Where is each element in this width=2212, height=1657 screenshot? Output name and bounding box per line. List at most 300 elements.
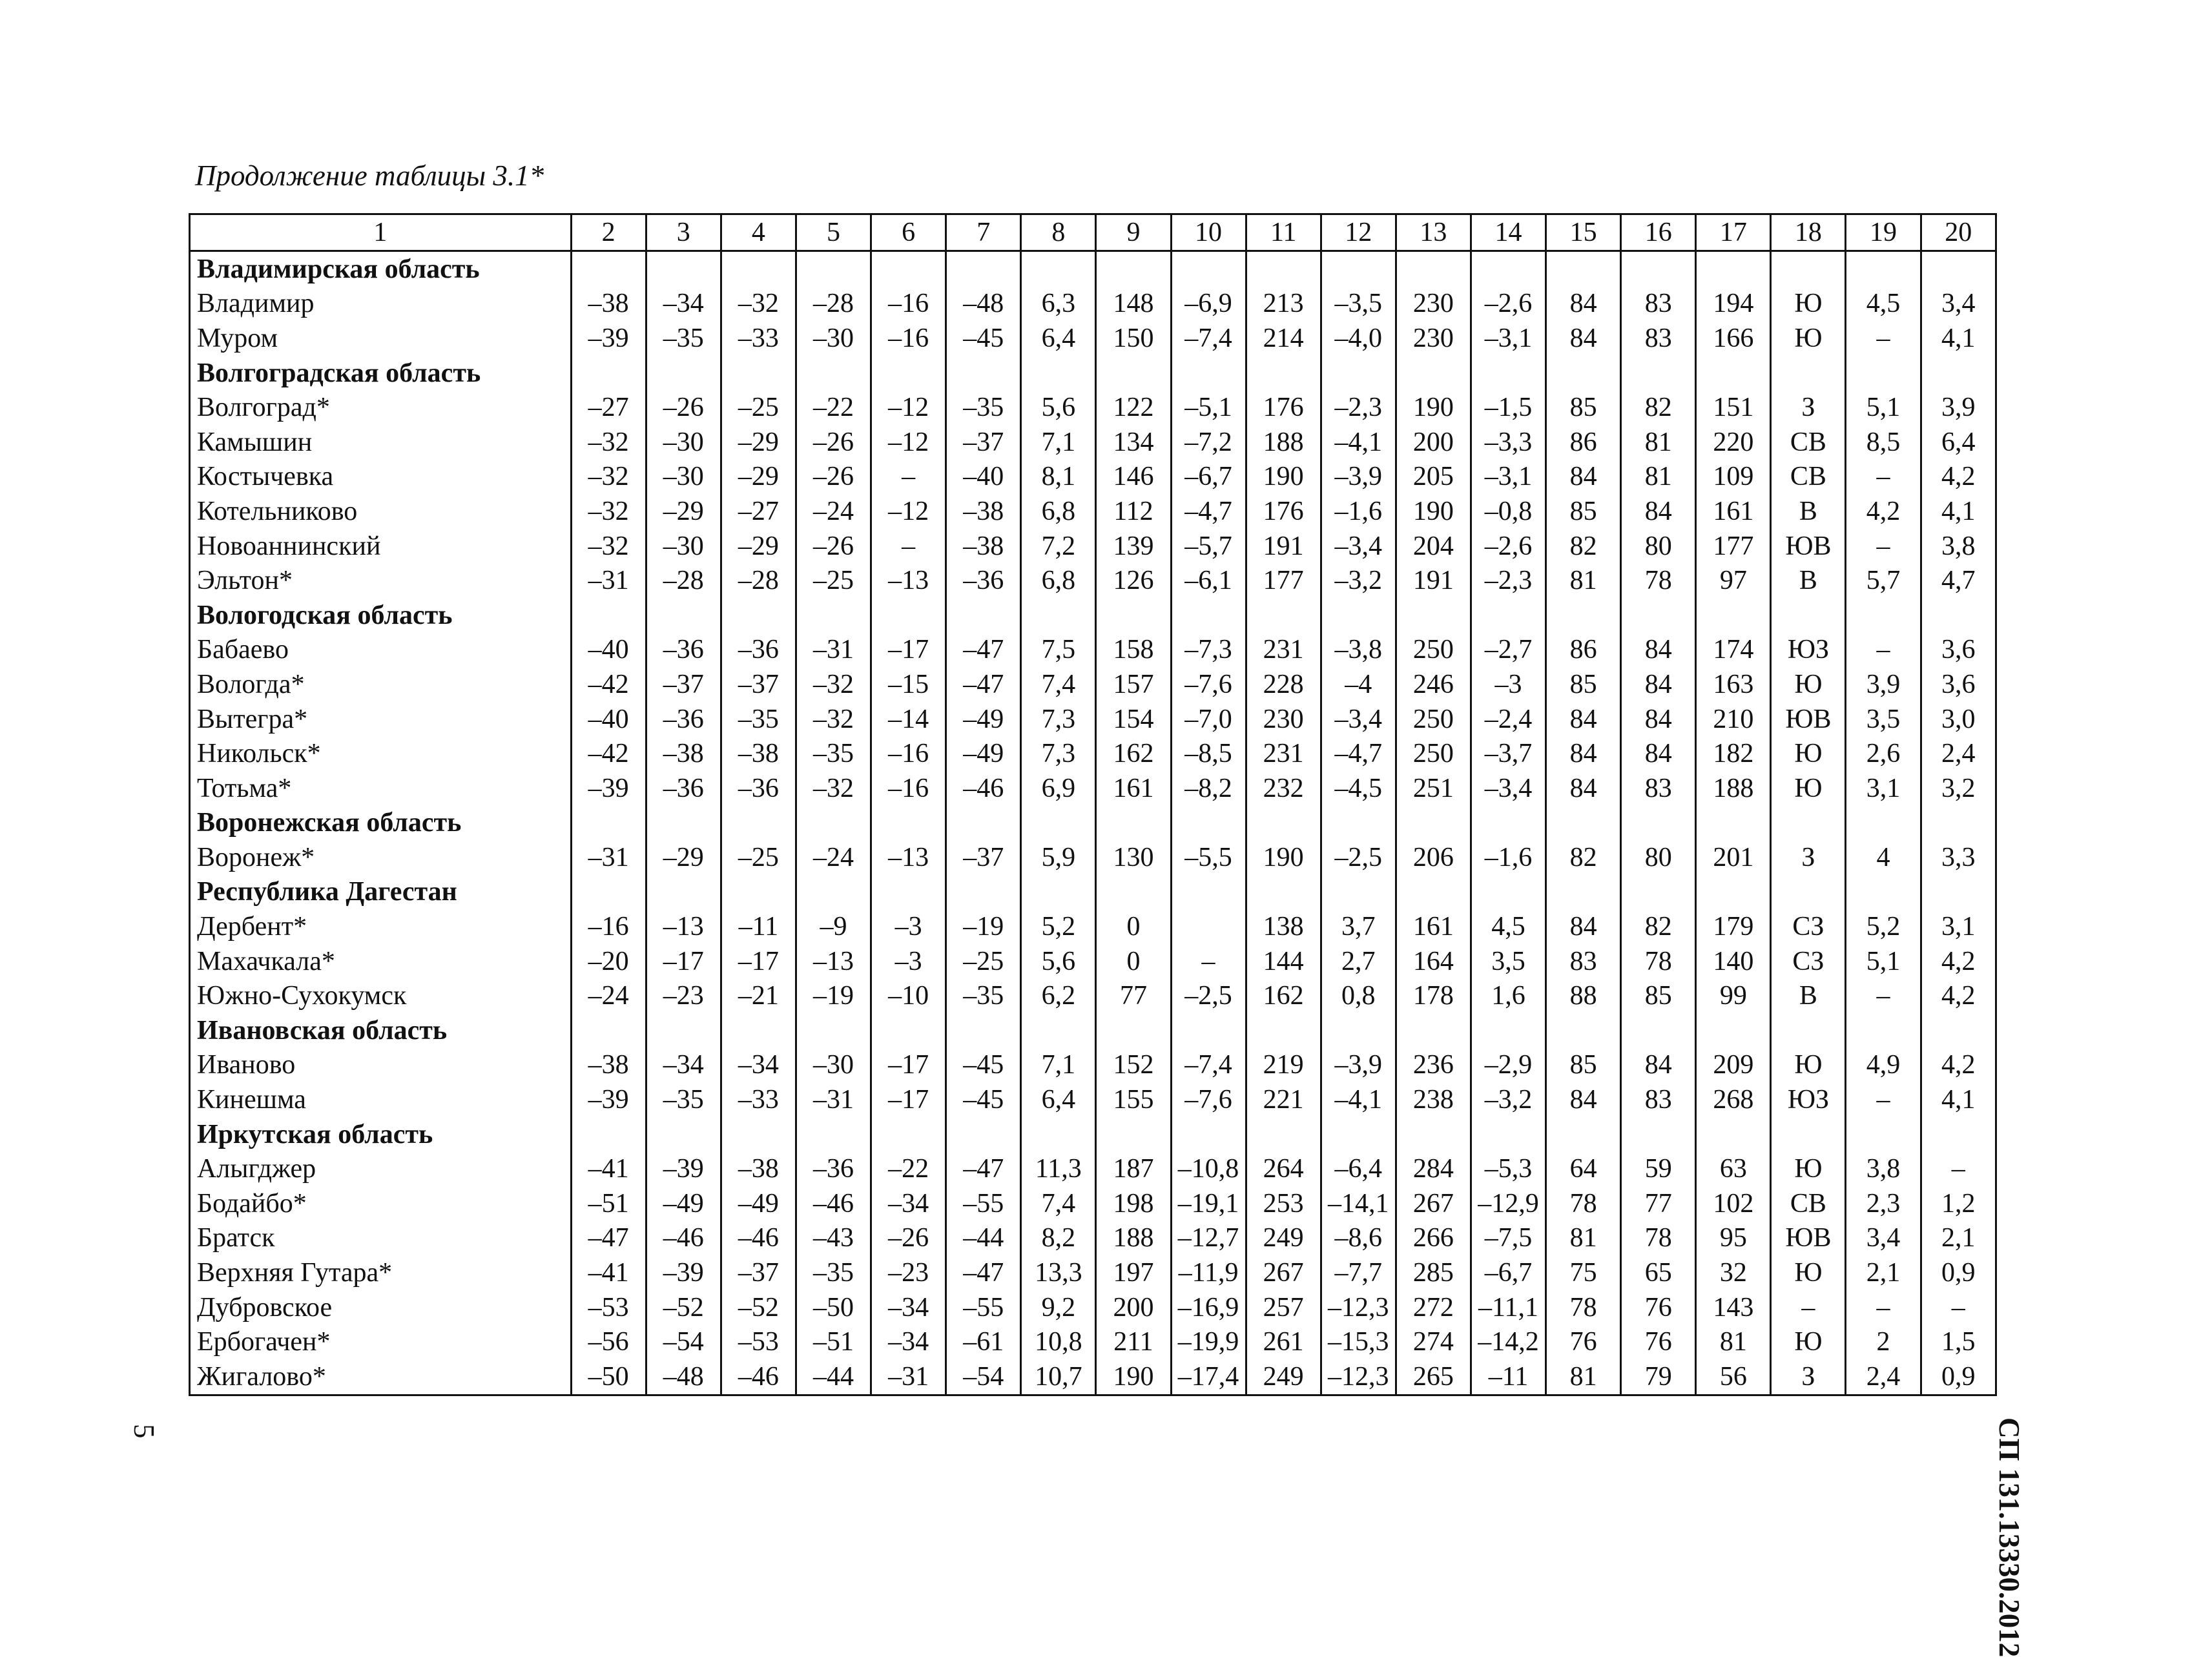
value-cell-col-7: –54 bbox=[946, 1359, 1021, 1395]
value-cell-col-6: –34 bbox=[871, 1290, 946, 1325]
value-cell-col-12: –3,8 bbox=[1321, 633, 1396, 668]
value-cell-col-15: 85 bbox=[1546, 390, 1621, 425]
value-cell-col-18: СЗ bbox=[1771, 944, 1846, 979]
value-cell-col-5: –31 bbox=[796, 1082, 871, 1117]
value-cell-col-16: 80 bbox=[1621, 529, 1696, 564]
empty-cell bbox=[1396, 251, 1471, 287]
empty-cell bbox=[1696, 1117, 1771, 1152]
value-cell-col-10: –8,5 bbox=[1171, 736, 1246, 771]
region-row bbox=[190, 1117, 1996, 1152]
value-cell-col-19: 3,8 bbox=[1846, 1151, 1921, 1186]
value-cell-col-14: –6,7 bbox=[1471, 1255, 1545, 1290]
value-cell-col-6: –3 bbox=[871, 944, 946, 979]
empty-cell bbox=[1696, 1013, 1771, 1048]
empty-cell bbox=[1246, 598, 1321, 633]
value-cell-col-16: 81 bbox=[1621, 425, 1696, 460]
empty-cell bbox=[1171, 1117, 1246, 1152]
value-cell-col-16: 84 bbox=[1621, 494, 1696, 529]
empty-cell bbox=[1171, 1013, 1246, 1048]
value-cell-col-10: –5,1 bbox=[1171, 390, 1246, 425]
value-cell-col-11: 176 bbox=[1246, 390, 1321, 425]
empty-cell bbox=[1171, 251, 1246, 287]
empty-cell bbox=[646, 598, 721, 633]
empty-cell bbox=[1546, 1013, 1621, 1048]
station-name: Бабаево bbox=[190, 633, 572, 668]
value-cell-col-4: –36 bbox=[721, 633, 796, 668]
value-cell-col-15: 78 bbox=[1546, 1290, 1621, 1325]
value-cell-col-12: –3,4 bbox=[1321, 529, 1396, 564]
value-cell-col-20: 3,0 bbox=[1921, 702, 1996, 737]
value-cell-col-12: –15,3 bbox=[1321, 1324, 1396, 1359]
value-cell-col-6: –31 bbox=[871, 1359, 946, 1395]
empty-cell bbox=[571, 1013, 646, 1048]
value-cell-col-2: –53 bbox=[571, 1290, 646, 1325]
empty-cell bbox=[1546, 1117, 1621, 1152]
value-cell-col-13: 164 bbox=[1396, 944, 1471, 979]
value-cell-col-10: –12,7 bbox=[1171, 1221, 1246, 1256]
value-cell-col-12: 2,7 bbox=[1321, 944, 1396, 979]
value-cell-col-8: 7,4 bbox=[1021, 667, 1096, 702]
value-cell-col-3: –38 bbox=[646, 736, 721, 771]
column-number-19: 19 bbox=[1846, 214, 1921, 251]
value-cell-col-15: 84 bbox=[1546, 909, 1621, 944]
value-cell-col-19: – bbox=[1846, 529, 1921, 564]
value-cell-col-16: 84 bbox=[1621, 667, 1696, 702]
column-number-6: 6 bbox=[871, 214, 946, 251]
value-cell-col-20: 3,6 bbox=[1921, 667, 1996, 702]
value-cell-col-4: –27 bbox=[721, 494, 796, 529]
value-cell-col-14: 3,5 bbox=[1471, 944, 1545, 979]
value-cell-col-4: –53 bbox=[721, 1324, 796, 1359]
value-cell-col-18: В bbox=[1771, 978, 1846, 1013]
value-cell-col-3: –34 bbox=[646, 287, 721, 322]
table-row bbox=[190, 771, 1996, 806]
value-cell-col-15: 83 bbox=[1546, 944, 1621, 979]
empty-cell bbox=[571, 598, 646, 633]
value-cell-col-15: 84 bbox=[1546, 771, 1621, 806]
empty-cell bbox=[1846, 356, 1921, 391]
value-cell-col-13: 272 bbox=[1396, 1290, 1471, 1325]
value-cell-col-20: 1,5 bbox=[1921, 1324, 1996, 1359]
value-cell-col-16: 77 bbox=[1621, 1186, 1696, 1221]
value-cell-col-12: –7,7 bbox=[1321, 1255, 1396, 1290]
value-cell-col-10: –8,2 bbox=[1171, 771, 1246, 806]
empty-cell bbox=[1921, 806, 1996, 841]
value-cell-col-17: 179 bbox=[1696, 909, 1771, 944]
table-row bbox=[190, 1221, 1996, 1256]
value-cell-col-15: 84 bbox=[1546, 702, 1621, 737]
table-row bbox=[190, 287, 1996, 322]
value-cell-col-20: 1,2 bbox=[1921, 1186, 1996, 1221]
value-cell-col-8: 5,2 bbox=[1021, 909, 1096, 944]
value-cell-col-11: 190 bbox=[1246, 840, 1321, 875]
value-cell-col-16: 84 bbox=[1621, 702, 1696, 737]
value-cell-col-16: 84 bbox=[1621, 633, 1696, 668]
value-cell-col-12: –14,1 bbox=[1321, 1186, 1396, 1221]
value-cell-col-14: –2,6 bbox=[1471, 287, 1545, 322]
empty-cell bbox=[1546, 806, 1621, 841]
page-number: 5 bbox=[128, 1424, 160, 1439]
value-cell-col-17: 166 bbox=[1696, 321, 1771, 356]
value-cell-col-11: 214 bbox=[1246, 321, 1321, 356]
value-cell-col-5: –24 bbox=[796, 494, 871, 529]
empty-cell bbox=[1471, 598, 1545, 633]
value-cell-col-16: 59 bbox=[1621, 1151, 1696, 1186]
empty-cell bbox=[1846, 875, 1921, 910]
empty-cell bbox=[1621, 1013, 1696, 1048]
empty-cell bbox=[1621, 806, 1696, 841]
table-row bbox=[190, 425, 1996, 460]
value-cell-col-2: –32 bbox=[571, 460, 646, 495]
empty-cell bbox=[1021, 1117, 1096, 1152]
empty-cell bbox=[1021, 806, 1096, 841]
value-cell-col-6: –34 bbox=[871, 1186, 946, 1221]
value-cell-col-10: –7,2 bbox=[1171, 425, 1246, 460]
value-cell-col-20: 3,6 bbox=[1921, 633, 1996, 668]
empty-cell bbox=[646, 1117, 721, 1152]
empty-cell bbox=[1246, 1013, 1321, 1048]
empty-cell bbox=[1096, 806, 1171, 841]
value-cell-col-16: 83 bbox=[1621, 1082, 1696, 1117]
column-number-7: 7 bbox=[946, 214, 1021, 251]
value-cell-col-7: –38 bbox=[946, 529, 1021, 564]
value-cell-col-3: –30 bbox=[646, 529, 721, 564]
value-cell-col-15: 84 bbox=[1546, 736, 1621, 771]
region-heading: Республика Дагестан bbox=[190, 875, 572, 910]
value-cell-col-5: –35 bbox=[796, 736, 871, 771]
value-cell-col-14: –2,6 bbox=[1471, 529, 1545, 564]
empty-cell bbox=[1021, 1013, 1096, 1048]
value-cell-col-13: 204 bbox=[1396, 529, 1471, 564]
column-number-12: 12 bbox=[1321, 214, 1396, 251]
value-cell-col-5: –51 bbox=[796, 1324, 871, 1359]
value-cell-col-4: –25 bbox=[721, 390, 796, 425]
column-number-8: 8 bbox=[1021, 214, 1096, 251]
value-cell-col-17: 140 bbox=[1696, 944, 1771, 979]
value-cell-col-2: –27 bbox=[571, 390, 646, 425]
value-cell-col-3: –30 bbox=[646, 425, 721, 460]
value-cell-col-8: 7,3 bbox=[1021, 702, 1096, 737]
value-cell-col-9: 211 bbox=[1096, 1324, 1171, 1359]
value-cell-col-18: – bbox=[1771, 1290, 1846, 1325]
empty-cell bbox=[646, 875, 721, 910]
value-cell-col-13: 191 bbox=[1396, 563, 1471, 598]
value-cell-col-14: –2,7 bbox=[1471, 633, 1545, 668]
value-cell-col-17: 151 bbox=[1696, 390, 1771, 425]
value-cell-col-14: –11,1 bbox=[1471, 1290, 1545, 1325]
value-cell-col-3: –29 bbox=[646, 840, 721, 875]
value-cell-col-4: –38 bbox=[721, 736, 796, 771]
value-cell-col-16: 83 bbox=[1621, 771, 1696, 806]
value-cell-col-10: –5,5 bbox=[1171, 840, 1246, 875]
value-cell-col-5: –32 bbox=[796, 771, 871, 806]
value-cell-col-2: –41 bbox=[571, 1151, 646, 1186]
empty-cell bbox=[871, 356, 946, 391]
value-cell-col-5: –32 bbox=[796, 702, 871, 737]
station-name: Вологда* bbox=[190, 667, 572, 702]
empty-cell bbox=[1621, 1117, 1696, 1152]
value-cell-col-12: –12,3 bbox=[1321, 1290, 1396, 1325]
value-cell-col-7: –35 bbox=[946, 978, 1021, 1013]
value-cell-col-10: –5,7 bbox=[1171, 529, 1246, 564]
value-cell-col-7: –61 bbox=[946, 1324, 1021, 1359]
value-cell-col-18: Ю bbox=[1771, 1151, 1846, 1186]
value-cell-col-14: –12,9 bbox=[1471, 1186, 1545, 1221]
empty-cell bbox=[1696, 875, 1771, 910]
empty-cell bbox=[1396, 806, 1471, 841]
value-cell-col-12: –8,6 bbox=[1321, 1221, 1396, 1256]
value-cell-col-7: –47 bbox=[946, 1255, 1021, 1290]
value-cell-col-11: 231 bbox=[1246, 633, 1321, 668]
value-cell-col-17: 201 bbox=[1696, 840, 1771, 875]
value-cell-col-5: –26 bbox=[796, 460, 871, 495]
value-cell-col-11: 261 bbox=[1246, 1324, 1321, 1359]
value-cell-col-8: 7,2 bbox=[1021, 529, 1096, 564]
value-cell-col-7: –49 bbox=[946, 736, 1021, 771]
column-number-5: 5 bbox=[796, 214, 871, 251]
value-cell-col-15: 88 bbox=[1546, 978, 1621, 1013]
column-number-18: 18 bbox=[1771, 214, 1846, 251]
value-cell-col-9: 162 bbox=[1096, 736, 1171, 771]
value-cell-col-8: 10,8 bbox=[1021, 1324, 1096, 1359]
empty-cell bbox=[721, 598, 796, 633]
value-cell-col-2: –41 bbox=[571, 1255, 646, 1290]
value-cell-col-15: 82 bbox=[1546, 840, 1621, 875]
value-cell-col-19: 8,5 bbox=[1846, 425, 1921, 460]
value-cell-col-3: –36 bbox=[646, 771, 721, 806]
value-cell-col-11: 213 bbox=[1246, 287, 1321, 322]
document-id: СП 131.13330.2012 bbox=[1993, 1417, 2025, 1657]
value-cell-col-17: 161 bbox=[1696, 494, 1771, 529]
empty-cell bbox=[1246, 806, 1321, 841]
table-row bbox=[190, 1082, 1996, 1117]
empty-cell bbox=[646, 356, 721, 391]
value-cell-col-2: –38 bbox=[571, 287, 646, 322]
value-cell-col-12: –6,4 bbox=[1321, 1151, 1396, 1186]
value-cell-col-4: –49 bbox=[721, 1186, 796, 1221]
value-cell-col-20: – bbox=[1921, 1151, 1996, 1186]
value-cell-col-17: 174 bbox=[1696, 633, 1771, 668]
value-cell-col-16: 81 bbox=[1621, 460, 1696, 495]
empty-cell bbox=[646, 1013, 721, 1048]
value-cell-col-15: 85 bbox=[1546, 1048, 1621, 1083]
value-cell-col-6: –16 bbox=[871, 736, 946, 771]
value-cell-col-17: 63 bbox=[1696, 1151, 1771, 1186]
station-name: Новоаннинский bbox=[190, 529, 572, 564]
value-cell-col-16: 80 bbox=[1621, 840, 1696, 875]
value-cell-col-18: Ю bbox=[1771, 1048, 1846, 1083]
value-cell-col-15: 81 bbox=[1546, 563, 1621, 598]
column-number-14: 14 bbox=[1471, 214, 1545, 251]
value-cell-col-16: 79 bbox=[1621, 1359, 1696, 1395]
value-cell-col-10: –19,9 bbox=[1171, 1324, 1246, 1359]
region-heading: Владимирская область bbox=[190, 251, 572, 287]
empty-cell bbox=[721, 251, 796, 287]
station-name: Воронеж* bbox=[190, 840, 572, 875]
value-cell-col-13: 205 bbox=[1396, 460, 1471, 495]
value-cell-col-11: 264 bbox=[1246, 1151, 1321, 1186]
value-cell-col-10: –6,9 bbox=[1171, 287, 1246, 322]
value-cell-col-2: –32 bbox=[571, 529, 646, 564]
value-cell-col-18: Ю bbox=[1771, 736, 1846, 771]
value-cell-col-5: –36 bbox=[796, 1151, 871, 1186]
column-number-17: 17 bbox=[1696, 214, 1771, 251]
column-number-row bbox=[190, 214, 1996, 251]
table-row bbox=[190, 321, 1996, 356]
value-cell-col-17: 32 bbox=[1696, 1255, 1771, 1290]
value-cell-col-11: 230 bbox=[1246, 702, 1321, 737]
value-cell-col-14: –7,5 bbox=[1471, 1221, 1545, 1256]
value-cell-col-7: –40 bbox=[946, 460, 1021, 495]
station-name: Алыгджер bbox=[190, 1151, 572, 1186]
value-cell-col-16: 65 bbox=[1621, 1255, 1696, 1290]
table-row bbox=[190, 978, 1996, 1013]
empty-cell bbox=[721, 1013, 796, 1048]
value-cell-col-5: –26 bbox=[796, 425, 871, 460]
value-cell-col-20: 3,1 bbox=[1921, 909, 1996, 944]
value-cell-col-4: –36 bbox=[721, 771, 796, 806]
value-cell-col-4: –21 bbox=[721, 978, 796, 1013]
empty-cell bbox=[946, 251, 1021, 287]
climate-table bbox=[189, 213, 1997, 1396]
value-cell-col-6: –22 bbox=[871, 1151, 946, 1186]
empty-cell bbox=[1471, 356, 1545, 391]
empty-cell bbox=[721, 1117, 796, 1152]
empty-cell bbox=[1471, 806, 1545, 841]
station-name: Муром bbox=[190, 321, 572, 356]
value-cell-col-6: –16 bbox=[871, 287, 946, 322]
value-cell-col-2: –39 bbox=[571, 321, 646, 356]
value-cell-col-20: 4,7 bbox=[1921, 563, 1996, 598]
value-cell-col-14: –3,3 bbox=[1471, 425, 1545, 460]
station-name: Камышин bbox=[190, 425, 572, 460]
value-cell-col-18: ЮВ bbox=[1771, 702, 1846, 737]
value-cell-col-3: –52 bbox=[646, 1290, 721, 1325]
value-cell-col-6: –13 bbox=[871, 563, 946, 598]
value-cell-col-6: –10 bbox=[871, 978, 946, 1013]
value-cell-col-5: –24 bbox=[796, 840, 871, 875]
table-caption: Продолжение таблицы 3.1* bbox=[195, 160, 544, 192]
value-cell-col-19: – bbox=[1846, 460, 1921, 495]
value-cell-col-4: –17 bbox=[721, 944, 796, 979]
empty-cell bbox=[571, 251, 646, 287]
value-cell-col-7: –45 bbox=[946, 321, 1021, 356]
value-cell-col-5: –9 bbox=[796, 909, 871, 944]
value-cell-col-10: –7,6 bbox=[1171, 1082, 1246, 1117]
value-cell-col-19: 3,4 bbox=[1846, 1221, 1921, 1256]
value-cell-col-4: –33 bbox=[721, 321, 796, 356]
value-cell-col-6: –12 bbox=[871, 425, 946, 460]
value-cell-col-3: –54 bbox=[646, 1324, 721, 1359]
value-cell-col-6: –12 bbox=[871, 494, 946, 529]
value-cell-col-15: 84 bbox=[1546, 1082, 1621, 1117]
value-cell-col-18: СЗ bbox=[1771, 909, 1846, 944]
value-cell-col-19: – bbox=[1846, 1290, 1921, 1325]
empty-cell bbox=[571, 356, 646, 391]
value-cell-col-20: 3,9 bbox=[1921, 390, 1996, 425]
value-cell-col-12: –3,5 bbox=[1321, 287, 1396, 322]
empty-cell bbox=[1321, 1117, 1396, 1152]
value-cell-col-19: 3,1 bbox=[1846, 771, 1921, 806]
value-cell-col-2: –31 bbox=[571, 840, 646, 875]
value-cell-col-4: –33 bbox=[721, 1082, 796, 1117]
value-cell-col-11: 231 bbox=[1246, 736, 1321, 771]
empty-cell bbox=[1771, 1117, 1846, 1152]
empty-cell bbox=[1621, 875, 1696, 910]
value-cell-col-20: 4,1 bbox=[1921, 1082, 1996, 1117]
table-row bbox=[190, 1151, 1996, 1186]
value-cell-col-14: –3,1 bbox=[1471, 460, 1545, 495]
empty-cell bbox=[1321, 806, 1396, 841]
value-cell-col-19: 2,6 bbox=[1846, 736, 1921, 771]
value-cell-col-7: –47 bbox=[946, 633, 1021, 668]
value-cell-col-5: –46 bbox=[796, 1186, 871, 1221]
value-cell-col-2: –56 bbox=[571, 1324, 646, 1359]
value-cell-col-2: –40 bbox=[571, 633, 646, 668]
region-heading: Воронежская область bbox=[190, 806, 572, 841]
value-cell-col-4: –25 bbox=[721, 840, 796, 875]
value-cell-col-13: 250 bbox=[1396, 702, 1471, 737]
value-cell-col-3: –23 bbox=[646, 978, 721, 1013]
region-heading: Волгоградская область bbox=[190, 356, 572, 391]
value-cell-col-10: –10,8 bbox=[1171, 1151, 1246, 1186]
empty-cell bbox=[1471, 251, 1545, 287]
station-name: Котельниково bbox=[190, 494, 572, 529]
value-cell-col-14: –3,4 bbox=[1471, 771, 1545, 806]
empty-cell bbox=[946, 1013, 1021, 1048]
value-cell-col-14: –3,1 bbox=[1471, 321, 1545, 356]
value-cell-col-19: 2,1 bbox=[1846, 1255, 1921, 1290]
value-cell-col-9: 154 bbox=[1096, 702, 1171, 737]
value-cell-col-13: 230 bbox=[1396, 287, 1471, 322]
value-cell-col-3: –17 bbox=[646, 944, 721, 979]
value-cell-col-2: –40 bbox=[571, 702, 646, 737]
table-row bbox=[190, 390, 1996, 425]
value-cell-col-15: 86 bbox=[1546, 425, 1621, 460]
empty-cell bbox=[1396, 356, 1471, 391]
value-cell-col-3: –13 bbox=[646, 909, 721, 944]
value-cell-col-7: –19 bbox=[946, 909, 1021, 944]
value-cell-col-5: –32 bbox=[796, 667, 871, 702]
value-cell-col-19: 4,9 bbox=[1846, 1048, 1921, 1083]
table-row bbox=[190, 1324, 1996, 1359]
value-cell-col-18: З bbox=[1771, 840, 1846, 875]
value-cell-col-11: 190 bbox=[1246, 460, 1321, 495]
station-name: Вытегра* bbox=[190, 702, 572, 737]
empty-cell bbox=[946, 806, 1021, 841]
empty-cell bbox=[721, 875, 796, 910]
empty-cell bbox=[1321, 251, 1396, 287]
value-cell-col-12: –3,9 bbox=[1321, 460, 1396, 495]
value-cell-col-8: 6,4 bbox=[1021, 321, 1096, 356]
value-cell-col-19: 4,5 bbox=[1846, 287, 1921, 322]
empty-cell bbox=[1021, 875, 1096, 910]
empty-cell bbox=[1171, 806, 1246, 841]
value-cell-col-11: 249 bbox=[1246, 1359, 1321, 1395]
value-cell-col-11: 228 bbox=[1246, 667, 1321, 702]
value-cell-col-17: 209 bbox=[1696, 1048, 1771, 1083]
value-cell-col-12: –4,0 bbox=[1321, 321, 1396, 356]
value-cell-col-8: 7,1 bbox=[1021, 425, 1096, 460]
table-row bbox=[190, 563, 1996, 598]
value-cell-col-16: 78 bbox=[1621, 944, 1696, 979]
value-cell-col-9: 150 bbox=[1096, 321, 1171, 356]
empty-cell bbox=[1471, 875, 1545, 910]
empty-cell bbox=[1021, 251, 1096, 287]
value-cell-col-16: 84 bbox=[1621, 1048, 1696, 1083]
value-cell-col-12: –4,1 bbox=[1321, 425, 1396, 460]
value-cell-col-11: 191 bbox=[1246, 529, 1321, 564]
